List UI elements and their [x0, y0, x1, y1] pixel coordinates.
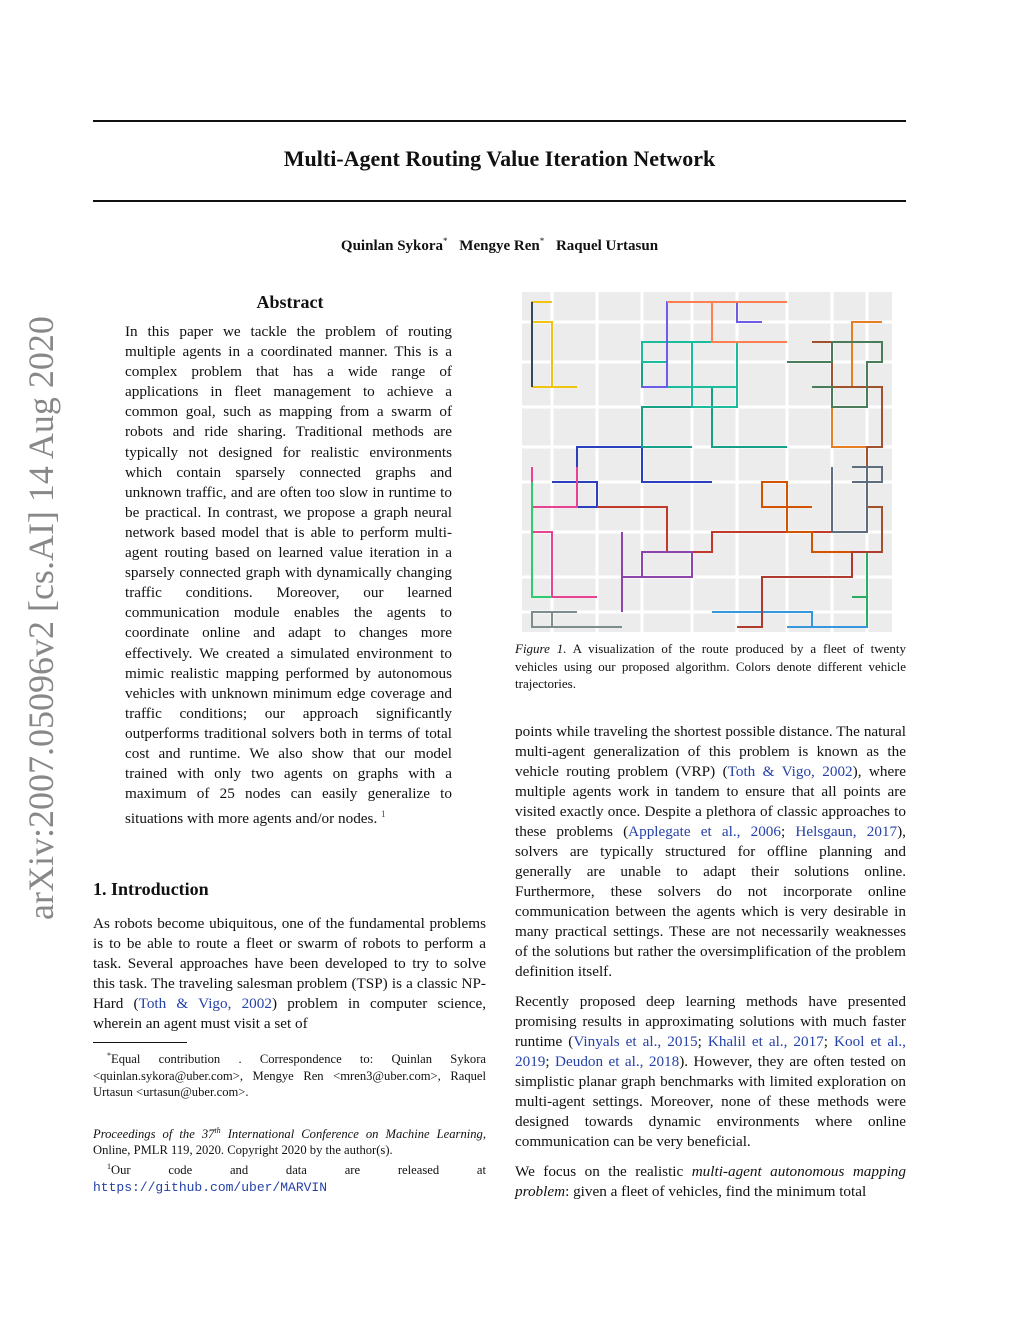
route-vehicle-18	[832, 467, 882, 532]
abstract-body	[125, 322, 452, 829]
figure-caption-text: A visualization of the route produced by a fleet of twenty vehicles using our proposed algorithm. Colors denote different vehicle trajectories.	[515, 641, 906, 691]
footnote-equal-mark: *	[107, 1051, 111, 1060]
abstract-heading: Abstract	[256, 292, 324, 312]
citation-applegate[interactable]: Applegate et al., 2006	[628, 823, 781, 840]
route-vehicle-5	[622, 532, 692, 612]
abstract-text: In this paper we tackle the problem of routing multiple agents in a coordinated manner. This is a complex problem that has a wide range of applications in fleet management to achieve a common goal, such as mapping from a swarm of robots and ride sharing. Traditional methods are typically not designed for realistic environments which contain sparsely connected graphs and unknown traffic, and are often too slow in runtime to be practical. In contrast, we propose a graph neural network based model that is able to perform multi-agent routing based on learned value iteration in a sparsely connected graph with dynamically changing traffic conditions. Moreover, our learned communication module enables the agents to coordinate online and adapt to changes more effectively. We created a simulated environment to mimic realistic mapping performed by autonomous vehicles with unknown minimum edge coverage and traffic conditions; our approach significantly outperforms traditional solvers both in terms of total cost and runtime. We also show that our model trained with only two agents on graphs with a maximum of 25 nodes can easily generalize to situations with more agents and/or nodes.	[125, 323, 452, 828]
footnote-equal	[93, 1048, 486, 1101]
route-vehicle-17	[737, 552, 882, 627]
r2-sep-3: ;	[545, 1053, 556, 1070]
figure-route-map	[522, 292, 892, 632]
r2-sep-2: ;	[823, 1033, 835, 1050]
proc-text-b: International Conference on Machine Learning	[220, 1126, 483, 1141]
github-link[interactable]: https://github.com/uber/MARVIN	[93, 1179, 328, 1195]
footnote-code	[93, 1159, 486, 1196]
footnote-equal-text: Equal contribution . Correspondence to: Quinlan Sykora <quinlan.sykora@uber.com>, Mengye Ren <mren3@uber.com>, Raquel Urtasun <urtasun@uber.com>.	[93, 1052, 486, 1100]
r3-text-b: : given a fleet of vehicles, find the minimum total	[565, 1183, 867, 1200]
r2-sep-1: ;	[697, 1033, 708, 1050]
footnotes	[93, 1048, 486, 1196]
citation-helsgaun[interactable]: Helsgaun, 2017	[795, 823, 898, 840]
footnote-rule	[93, 1042, 187, 1043]
route-vehicle-3	[812, 552, 867, 627]
title-bottom-rule	[93, 200, 906, 202]
proc-ordinal-sup: th	[214, 1125, 221, 1135]
right-paragraph-1	[515, 722, 906, 982]
intro-text-a: As robots become ubiquitous, one of the fundamental problems is to be able to route a fleet or swarm of robots to perform a task. Several approaches have been developed to try to solve this task. The traveling salesman problem (TSP) is a classic NP-Hard (	[93, 915, 486, 1012]
author-2: Mengye Ren	[459, 238, 540, 254]
author-1: Quinlan Sykora	[340, 238, 444, 254]
citation-toth-vigo[interactable]: Toth & Vigo, 2002	[138, 995, 272, 1012]
right-paragraph-3	[515, 1162, 906, 1202]
citation-khalil[interactable]: Khalil et al., 2017	[707, 1033, 824, 1050]
figure-caption	[515, 640, 906, 693]
author-2-mark: *	[539, 236, 545, 246]
proc-text-c: , Online, PMLR 119, 2020. Copyright 2020 by the author(s).	[93, 1126, 486, 1158]
route-vehicle-4	[832, 322, 882, 447]
right-paragraph-2	[515, 992, 906, 1152]
citation-vinyals[interactable]: Vinyals et al., 2015	[573, 1033, 698, 1050]
r3-emphasis: multi-agent autonomous mapping problem	[515, 1163, 906, 1200]
route-vehicle-16	[712, 612, 867, 627]
route-vehicle-2	[597, 507, 832, 552]
route-vehicle-13	[642, 302, 762, 387]
route-vehicle-8	[762, 482, 867, 552]
footnote-proceedings	[93, 1123, 486, 1159]
route-vehicle-6	[532, 302, 577, 387]
author-3: Raquel Urtasun	[555, 238, 659, 254]
footnote-code-mark: 1	[107, 1161, 111, 1171]
citation-toth-vigo-2[interactable]: Toth & Vigo, 2002	[727, 763, 853, 780]
proc-text-a: Proceedings of the	[93, 1126, 202, 1141]
r2-text-b: ). However, they are often tested on simplistic planar graph benchmarks with limited exploration on multi-agent settings. Moreover, none of these methods were designed towards dynamic environments where online communication can be very beneficial.	[515, 1053, 906, 1150]
author-1-mark: *	[443, 236, 448, 246]
route-vehicle-15	[532, 482, 552, 597]
intro-paragraph	[93, 914, 486, 1034]
r1-text-b: ), where multiple agents work in tandem to ensure that all points are visited exactly once. Despite a plethora of classic approaches to these problems (	[515, 763, 906, 840]
section-heading-introduction: 1. Introduction	[93, 879, 209, 899]
r1-text-a: points while traveling the shortest possible distance. The natural multi-agent generalization of this problem is known as the vehicle routing problem (VRP) (	[515, 723, 906, 780]
author-list	[93, 236, 906, 255]
paper-title: Multi-Agent Routing Value Iteration Network	[283, 146, 716, 171]
footnote-code-text: Our code and data are released at	[111, 1163, 486, 1178]
citation-kool[interactable]: Kool et al., 2019	[515, 1033, 906, 1070]
citation-deudon[interactable]: Deudon et al., 2018	[555, 1053, 680, 1070]
figure-label: Figure 1.	[515, 641, 567, 656]
abstract-footnote-link[interactable]: 1	[381, 809, 386, 820]
r1-sep: ;	[781, 823, 796, 840]
route-map-svg	[522, 292, 892, 632]
top-rule	[93, 120, 906, 122]
r2-text-a: Recently proposed deep learning methods have presented promising results in approximating solutions with much faster runtime (	[515, 993, 906, 1050]
proc-ordinal: 37	[201, 1126, 215, 1141]
intro-text-b: ) problem in computer science, wherein an agent must visit a set of	[93, 995, 487, 1032]
r3-text-a: We focus on the realistic	[515, 1163, 692, 1180]
r1-text-c: ), solvers are typically structured for offline planning and generally are unable to adapt their solutions online. Furthermore, these solvers do not incorporate online communication between the agents which is very desirable in many practical settings. These are not necessarily weaknesses of the solutions but rather the oversimplification of the problem definition itself.	[515, 823, 906, 980]
arxiv-identifier[interactable]: arXiv:2007.05096v2 [cs.AI] 14 Aug 2020	[21, 316, 61, 920]
route-vehicle-9	[532, 612, 622, 627]
route-vehicle-10	[642, 342, 737, 407]
route-vehicle-7	[642, 342, 787, 447]
